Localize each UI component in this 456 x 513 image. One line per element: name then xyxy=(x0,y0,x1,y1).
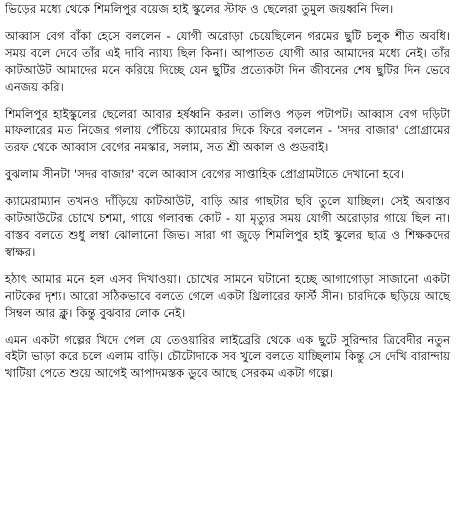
paragraph-1: ভিড়ের মধ্যে থেকে শিমলিপুর বয়েজ হাই স্কুলের স্টাফ ও ছেলেরা তুমুল জয়ধ্বনি দিল। xyxy=(5,2,394,16)
paragraph-7: এমন একটা গল্পের খিদে পেল যে তেওয়ারির লাইব্রেরি থেকে এক ছুটে সুরিন্দার ত্রিবেদীর নতুন বইটা ভাড়া করে চলে এলাম বাড়ি। চৌটোদাকে সব খুলে বলতে যাচ্ছিলাম কিন্তু সে দেখি বারান্দায় খাটিয়া পেতে শুয়ে আগেই আপাদমস্তক ডুবে আছে সেরকম একটা গল্পে। xyxy=(5,332,450,381)
paragraph-3: শিমলিপুর হাইস্কুলের ছেলেরা আবার হর্ষধ্বনি করল। তালিও পড়ল পটাপট। আব্বাস বেগ দড়িটা মাফলারের মত নিজের গলায় পেঁচিয়ে ক্যামেরার দিকে ফিরে বললেন - 'সদর বাজার' প্রোগ্রামের তরফ থেকে আব্বাস বেগের নমস্কার, সলাম, সত শ্রী অকাল ও গুডবাই। xyxy=(5,106,450,155)
paragraph-5: ক্যামেরাম্যান তখনও দাঁড়িয়ে কাটআউট, বাড়ি আর গাছটার ছবি তুলে যাচ্ছিল। সেই অবাস্তব কাটআউটের চোখে চশমা, গায়ে গলাবন্ধ কোট - যা মৃত্যুর সময় যোগী অরোড়ার গায়ে ছিল না। বাস্তব বলতে শুধু লম্বা ঝোলানো জিভ। সারা গা জুড়ে শিমলিপুর হাই স্কুলের ছাত্র ও শিক্ষকদের স্বাক্ষর। xyxy=(5,194,450,259)
paragraph-6: হঠাৎ আমার মনে হল এসব দিখাওয়া। চোখের সামনে ঘটানো হচ্ছে আগাগোড়া সাজানো একটা নাটকের দৃশ্য। আরো সঠিকভাবে বলতে গেলে একটা থ্রিলারের ফার্স্ট সীন। চারদিকে ছড়িয়ে আছে সিম্বল আর ক্লু। কিন্তু বুঝবার লোক নেই। xyxy=(5,271,450,320)
paragraph-2: আব্বাস বেগ বাঁকা হেসে বললেন - যোগী অরোড়া চেয়েছিলেন গরমের ছুটি চলুক শীত অবধি। সময় বলে দেবে তাঁর এই দাবি ন্যায্য ছিল কিনা। আপাতত যোগী আর আমাদের মধ্যে নেই। তাঁর কাটআউট আমাদের মনে করিয়ে দিচ্ছে যেন ছুটির প্রত্যেকটা দিন জীবনের শেষ ছুটির দিন ভেবে এনজয় করি। xyxy=(5,28,450,94)
paragraph-4: বুঝলাম সীনটা 'সদর বাজার' বলে আব্বাস বেগের সাপ্তাহিক প্রোগ্রামটাতে দেখানো হবে। xyxy=(5,167,405,182)
